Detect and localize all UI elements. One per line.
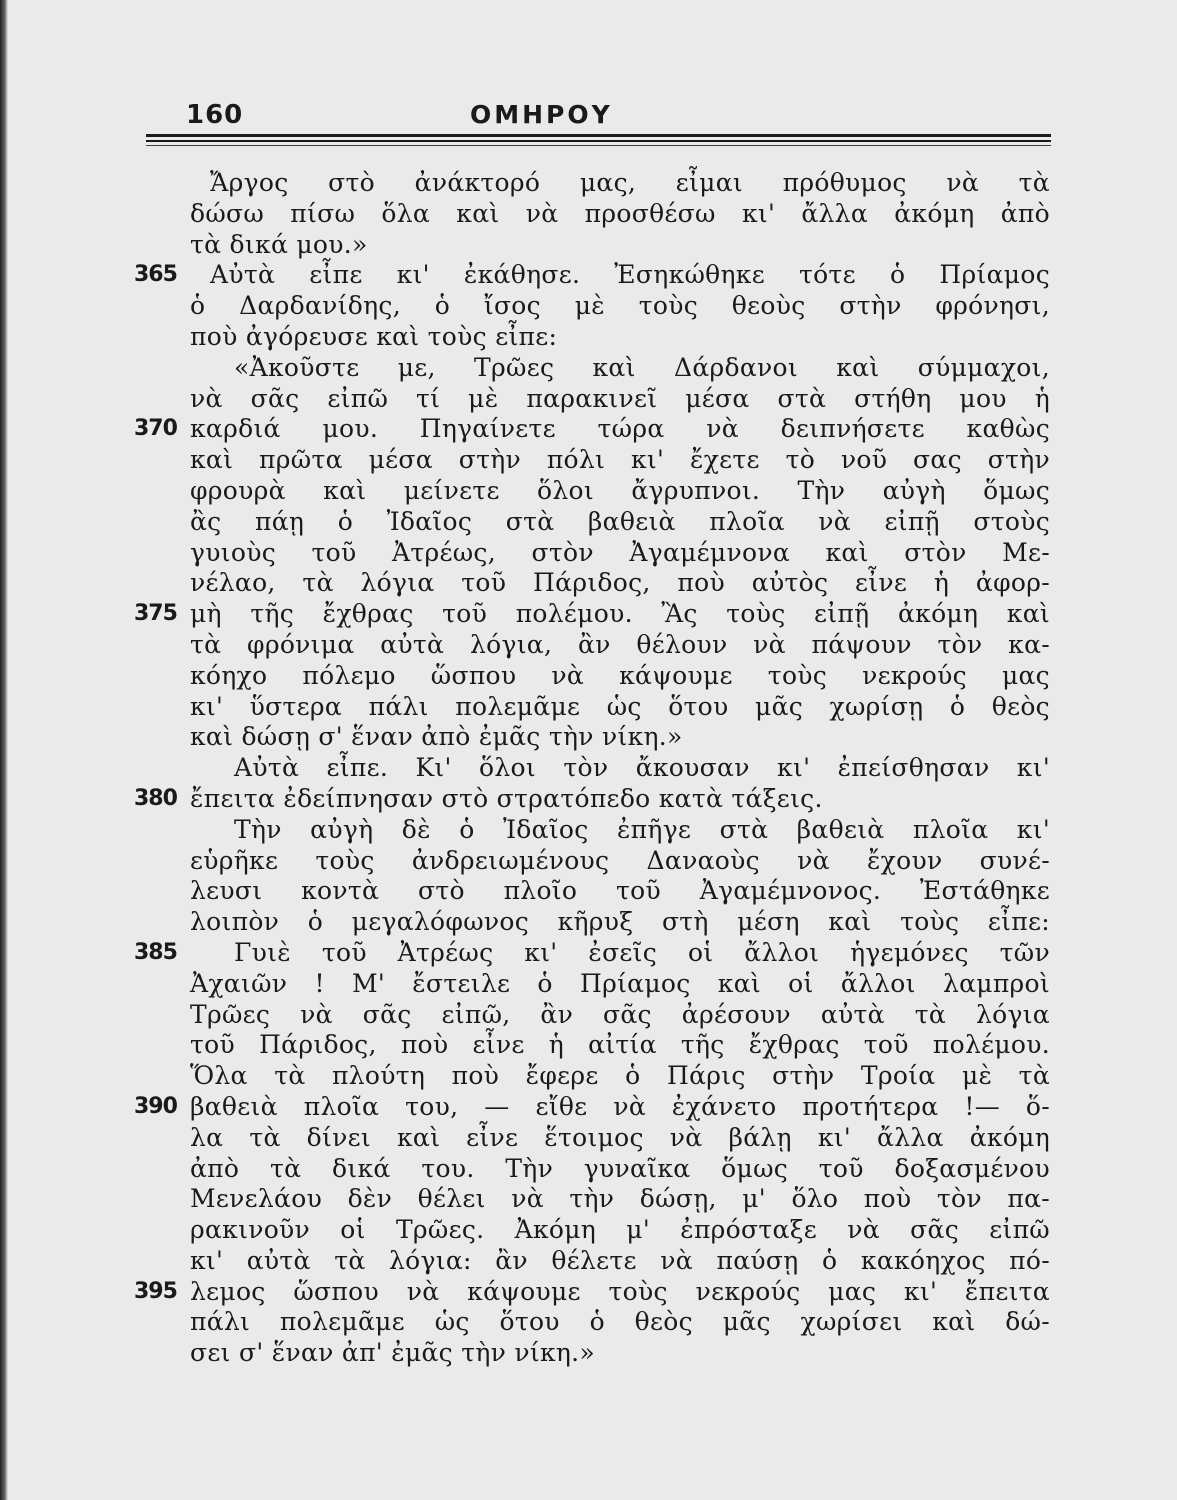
verse-line-number: 380 [134, 785, 177, 811]
text-line [190, 907, 1050, 938]
line-text: κι' ὕστερα πάλι πολεμᾶμε ὡς ὅτου μᾶς χωρίσῃ ὁ θεὸς [190, 691, 1050, 721]
running-title: ΟΜΗΡΟΥ [470, 100, 613, 129]
line-text: λευσι κοντὰ στὸ πλοῖο τοῦ Ἀγαμέμνονος. Ἐστάθηκε [190, 876, 1050, 906]
line-text: ἀπὸ τὰ δικά του. Τὴν γυναῖκα ὅμως τοῦ δοξασμένου [190, 1153, 1050, 1183]
page-edge-shadow [0, 0, 8, 1500]
text-line [190, 1338, 1050, 1369]
text-line [134, 937, 1050, 969]
text-line [190, 722, 1050, 753]
line-text: τὰ φρόνιμα αὐτὰ λόγια, ἂν θέλουν νὰ πάψουν τὸν κα- [190, 629, 1050, 659]
line-text: καρδιά μου. Πηγαίνετε τώρα νὰ δειπνήσετε καθὼς [190, 414, 1050, 444]
text-line [190, 1307, 1050, 1338]
line-text: «Ἀκοῦστε με, Τρῶες καὶ Δάρδανοι καὶ σύμμαχοι, [234, 352, 1050, 382]
line-text: Τὴν αὐγὴ δὲ ὁ Ἰδαῖος ἐπῆγε στὰ βαθειὰ πλοῖα κι' [234, 814, 1050, 844]
text-line [190, 1246, 1050, 1277]
text-line [134, 414, 1050, 445]
text-line [134, 1091, 1050, 1123]
line-text: Τρῶες νὰ σᾶς εἰπῶ, ἂν σᾶς ἀρέσουν αὐτὰ τὰ λόγια [190, 999, 1050, 1029]
text-line [190, 692, 1050, 723]
text-line [190, 199, 1050, 230]
page-header [140, 96, 1040, 136]
verse-line-number: 390 [134, 1093, 177, 1119]
line-text: καὶ δώσῃ σ' ἕναν ἀπὸ ἐμᾶς τὴν νίκη.» [190, 722, 683, 752]
text-line [190, 815, 1050, 846]
text-line [190, 384, 1050, 415]
text-line [190, 969, 1050, 1000]
line-text: Ἀχαιῶν ! Μ' ἔστειλε ὁ Πρίαμος καὶ οἱ ἄλλοι λαμπροὶ [190, 968, 1050, 998]
line-text: πάλι πολεμᾶμε ὡς ὅτου ὁ θεὸς μᾶς χωρίσει καὶ δώ- [190, 1307, 1050, 1337]
line-text: ἂς πάῃ ὁ Ἰδαῖος στὰ βαθειὰ πλοῖα νὰ εἰπῇ στοὺς [190, 506, 1050, 536]
line-text: βαθειὰ πλοῖα του, — εἴθε νὰ ἐχάνετο προτήτερα !— ὅ- [190, 1091, 1050, 1121]
text-line [190, 1184, 1050, 1215]
header-rule [146, 145, 1051, 146]
text-line [190, 168, 1050, 199]
verse-line-number: 385 [134, 939, 177, 965]
text-line [190, 1123, 1050, 1154]
line-text: κι' αὐτὰ τὰ λόγια: ἂν θέλετε νὰ παύσῃ ὁ κακόηχος πό- [190, 1245, 1050, 1275]
text-line [190, 568, 1050, 599]
line-text: Ἄργος στὸ ἀνάκτορό μας, εἶμαι πρόθυμος νὰ τὰ [210, 168, 1050, 197]
text-line [190, 1061, 1050, 1092]
line-text: καὶ πρῶτα μέσα στὴν πόλι κι' ἔχετε τὸ νοῦ σας στὴν [190, 445, 1050, 475]
line-text: νέλαο, τὰ λόγια τοῦ Πάριδος, ποὺ αὐτὸς εἶνε ἡ ἀφορ- [190, 568, 1050, 598]
verse-line-number: 365 [134, 262, 177, 288]
text-line [190, 291, 1050, 322]
text-line [190, 322, 1050, 353]
line-text: σει σ' ἕναν ἀπ' ἐμᾶς τὴν νίκη.» [190, 1338, 596, 1368]
text-line [190, 1000, 1050, 1031]
line-text: εὑρῆκε τοὺς ἀνδρειωμένους Δαναοὺς νὰ ἔχουν συνέ- [190, 845, 1050, 875]
text-line [190, 1215, 1050, 1246]
line-text: ἔπειτα ἐδείπνησαν στὸ στρατόπεδο κατὰ τάξεις. [190, 783, 823, 813]
text-line [190, 538, 1050, 569]
text-line [134, 1276, 1050, 1308]
text-line [190, 846, 1050, 877]
line-text: ρακινοῦν οἱ Τρῶες. Ἀκόμη μ' ἐπρόσταξε νὰ σᾶς εἰπῶ [190, 1215, 1050, 1245]
text-line [190, 476, 1050, 507]
line-text: Αὐτὰ εἶπε κι' ἐκάθησε. Ἐσηκώθηκε τότε ὁ Πρίαμος [210, 260, 1050, 290]
line-text: τὰ δικά μου.» [190, 229, 368, 259]
line-text: ὁ Δαρδανίδης, ὁ ἴσος μὲ τοὺς θεοὺς στὴν φρόνησι, [190, 291, 1050, 321]
header-rule [146, 140, 1051, 142]
text-line [134, 783, 1050, 815]
header-rule [146, 134, 1051, 137]
line-text: ποὺ ἀγόρευσε καὶ τοὺς εἶπε: [190, 321, 558, 351]
line-text: δώσω πίσω ὅλα καὶ νὰ προσθέσω κι' ἄλλα ἀκόμη ἀπὸ [190, 198, 1050, 228]
line-text: κόηχο πόλεμο ὥσπου νὰ κάψουμε τοὺς νεκρούς μας [190, 660, 1050, 690]
text-line [190, 445, 1050, 476]
text-line [190, 1154, 1050, 1185]
page-number: 160 [186, 100, 244, 130]
text-line [190, 353, 1050, 384]
line-text: Ὅλα τὰ πλούτη ποὺ ἔφερε ὁ Πάρις στὴν Τροία μὲ τὰ [190, 1061, 1050, 1091]
verse-line-number: 395 [134, 1278, 177, 1304]
text-line [134, 599, 1050, 630]
line-text: Αὐτὰ εἶπε. Κι' ὅλοι τὸν ἄκουσαν κι' ἐπείσθησαν κι' [234, 753, 1050, 783]
line-text: Μενελάου δὲν θέλει νὰ τὴν δώσῃ, μ' ὅλο ποὺ τὸν πα- [190, 1184, 1050, 1214]
verse-line-number: 370 [134, 416, 177, 442]
verse-line-number: 375 [134, 601, 177, 627]
text-line [134, 260, 1050, 291]
line-text: λοιπὸν ὁ μεγαλόφωνος κῆρυξ στὴ μέση καὶ τοὺς εἶπε: [190, 907, 1050, 937]
line-text: λα τὰ δίνει καὶ εἶνε ἕτοιμος νὰ βάλῃ κι' ἄλλα ἀκόμη [190, 1122, 1050, 1152]
text-line [190, 507, 1050, 538]
text-line [190, 876, 1050, 907]
line-text: μὴ τῆς ἔχθρας τοῦ πολέμου. Ἂς τοὺς εἰπῇ ἀκόμη καὶ [190, 599, 1050, 629]
line-text: γυιοὺς τοῦ Ἀτρέως, στὸν Ἀγαμέμνονα καὶ στὸν Με- [190, 537, 1050, 567]
text-line [190, 661, 1050, 692]
text-line [190, 230, 1050, 261]
text-line [190, 630, 1050, 661]
line-text: Γυιὲ τοῦ Ἀτρέως κι' ἐσεῖς οἱ ἄλλοι ἡγεμόνες τῶν [234, 937, 1050, 967]
line-text: νὰ σᾶς εἰπῶ τί μὲ παρακινεῖ μέσα στὰ στήθη μου ἡ [190, 383, 1050, 413]
line-text: φρουρὰ καὶ μείνετε ὅλοι ἄγρυπνοι. Τὴν αὐγὴ ὅμως [190, 475, 1050, 505]
text-line [190, 753, 1050, 784]
line-text: λεμος ὥσπου νὰ κάψουμε τοὺς νεκρούς μας κι' ἔπειτα [190, 1276, 1050, 1306]
body-text [134, 168, 1050, 1369]
line-text: τοῦ Πάριδος, ποὺ εἶνε ἡ αἰτία τῆς ἔχθρας τοῦ πολέμου. [190, 1030, 1050, 1060]
text-line [190, 1030, 1050, 1061]
